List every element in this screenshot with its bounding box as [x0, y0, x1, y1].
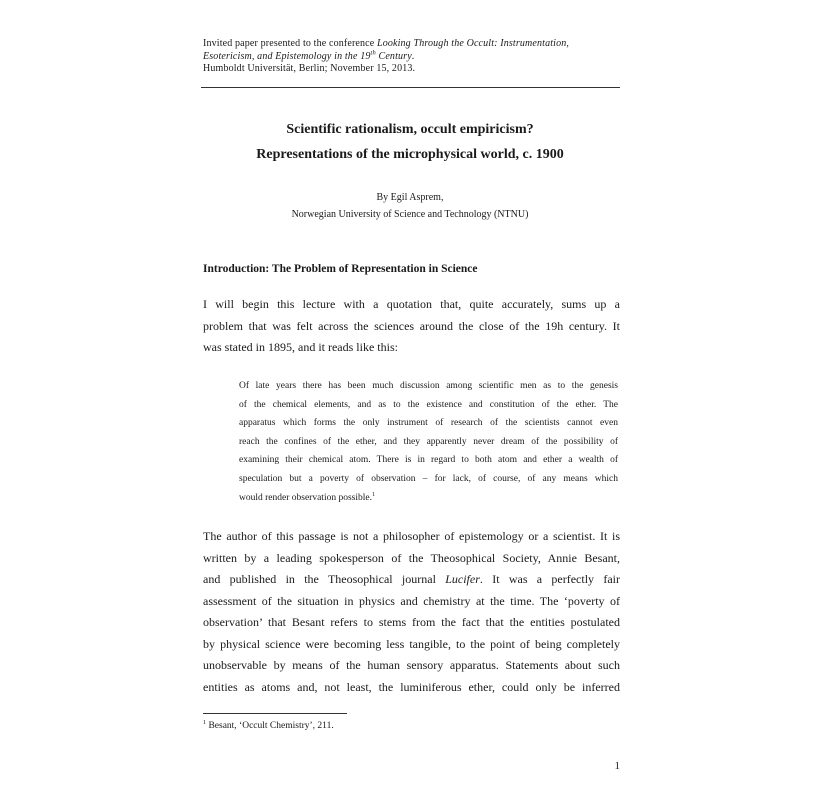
footnote	[203, 720, 334, 732]
page-number: 1	[614, 760, 620, 772]
quote-line: of the chemical elements, and as to the existence and constitution of the ether. The	[239, 399, 618, 410]
paragraph-line: unobservable by means of the human sensory apparatus. Statements about such	[203, 658, 620, 672]
footnote-marker: 1	[203, 719, 207, 726]
line-text: . It was a perfectly fair	[479, 572, 621, 586]
paragraph-line: assessment of the situation in physics and chemistry at the time. The ‘poverty of	[203, 593, 620, 608]
quote-line: examining their chemical atom. There is in regard to both atom and ether a wealth of	[239, 455, 618, 466]
journal-title: Lucifer	[445, 572, 480, 586]
quote-line	[239, 489, 618, 508]
quote-line: reach the confines of the ether, and they apparently never dream of the possibility of	[239, 436, 618, 447]
paragraph-line: written by a leading spokesperson of the Theosophical Society, Annie Besant,	[203, 550, 620, 565]
header-line-2	[203, 51, 620, 64]
intro-paragraph	[203, 294, 620, 359]
venue-date: Humboldt Universität, Berlin; November 15, 2013.	[203, 63, 416, 74]
paper-subtitle: Representations of the microphysical world, c. 1900	[256, 147, 564, 162]
conference-title: Looking Through the Occult: Instrumentation,	[377, 38, 570, 49]
paragraph-line: entities as atoms and, not least, the luminiferous ether, could only be inferred	[203, 679, 620, 694]
paragraph-line	[203, 569, 620, 591]
quote-line: speculation but a poverty of observation – for lack, of course, of any means which	[239, 473, 618, 484]
footnote-reference[interactable]: 1	[371, 491, 376, 498]
footnote-divider	[203, 713, 347, 714]
footnote-text: Besant, ‘Occult Chemistry’, 211.	[206, 721, 334, 731]
header-prefix: Invited paper presented to the conference	[203, 38, 377, 49]
conference-title-end: Century	[375, 50, 412, 62]
paragraph-line: was stated in 1895, and it reads like this:	[203, 340, 398, 354]
block-quotation	[239, 377, 618, 507]
header-divider	[201, 87, 620, 88]
conference-title-part: Esotericism, and Epistemology in the 19	[203, 50, 371, 62]
paragraph-line: The author of this passage is not a philosopher of epistemology or a scientist. It is	[203, 529, 620, 543]
ordinal-superscript: th	[370, 49, 376, 57]
quote-line: Of late years there has been much discussion among scientific men as to the genesis	[239, 381, 618, 391]
author-affiliation: Norwegian University of Science and Technology (NTNU)	[291, 209, 529, 220]
paragraph-line: I will begin this lecture with a quotation that, quite accurately, sums up a	[203, 297, 620, 311]
paper-title: Scientific rationalism, occult empiricism?	[286, 122, 534, 137]
author-byline: By Egil Asprem,	[376, 192, 444, 203]
paragraph-line: observation’ that Besant refers to stems from the fact that the entities postulated	[203, 615, 620, 629]
line-text: and published in the Theosophical journal	[203, 572, 446, 586]
paragraph-line: problem that was felt across the sciences around the close of the 19h century. It	[203, 318, 620, 333]
body-paragraph	[203, 526, 620, 698]
header-line-1	[203, 38, 620, 51]
header-period: .	[411, 50, 415, 62]
quote-line: apparatus which forms the only instrument of research of the scientists cannot even	[239, 418, 618, 429]
paragraph-line: by physical science were becoming less tangible, to the point of being completely	[203, 636, 620, 651]
conference-title-continued	[203, 51, 412, 62]
quote-last-text: would render observation possible.	[239, 492, 372, 503]
section-heading: Introduction: The Problem of Representation in Science	[203, 263, 478, 275]
conference-header	[203, 38, 620, 76]
